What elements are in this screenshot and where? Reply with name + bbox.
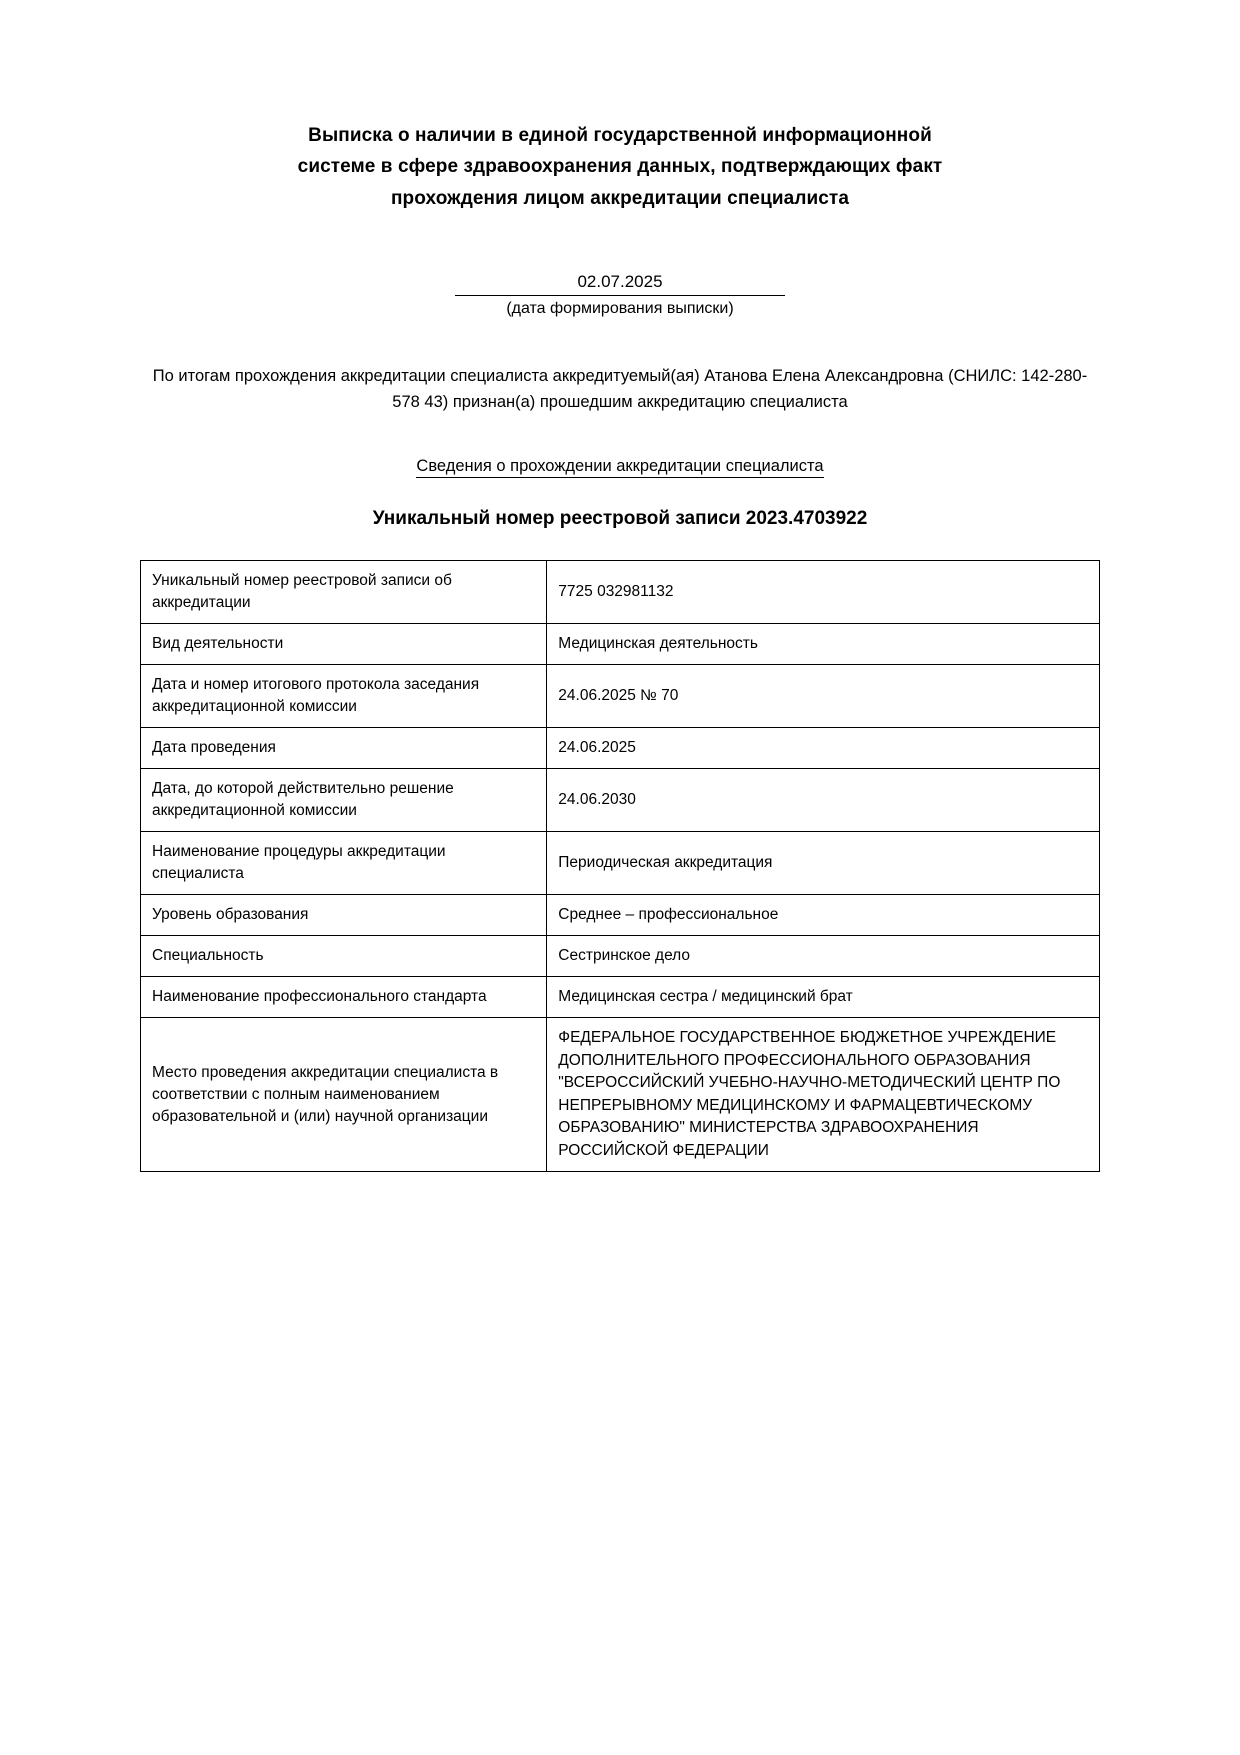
formation-date-caption: (дата формирования выписки) (506, 300, 734, 318)
table-cell-value: 7725 032981132 (547, 561, 1100, 624)
table-row (141, 728, 1100, 769)
page-title-line-1: Выписка о наличии в единой государственной информационной (308, 125, 932, 146)
section-heading-text: Сведения о прохождении аккредитации специалиста (416, 457, 823, 478)
table-row (141, 1018, 1100, 1172)
table-cell-label: Наименование процедуры аккредитации специалиста (141, 832, 547, 895)
table-row (141, 895, 1100, 936)
table-cell-label: Дата и номер итогового протокола заседания аккредитационной комиссии (141, 665, 547, 728)
table-row (141, 977, 1100, 1018)
table-cell-value: Медицинская деятельность (547, 624, 1100, 665)
table-cell-label: Место проведения аккредитации специалиста в соответствии с полным наименованием образовательной и (или) научной организации (141, 1018, 547, 1172)
table-row (141, 936, 1100, 977)
table-cell-label: Дата проведения (141, 728, 547, 769)
table-cell-value: Среднее – профессиональное (547, 895, 1100, 936)
table-row (141, 624, 1100, 665)
table-row (141, 832, 1100, 895)
table-cell-label: Наименование профессионального стандарта (141, 977, 547, 1018)
table-cell-label: Вид деятельности (141, 624, 547, 665)
table-row (141, 665, 1100, 728)
record-number-heading: Уникальный номер реестровой записи 2023.4703922 (372, 508, 868, 530)
table-cell-label: Дата, до которой действительно решение аккредитационной комиссии (141, 769, 547, 832)
formation-date-value: 02.07.2025 (455, 272, 785, 296)
table-cell-value: ФЕДЕРАЛЬНОЕ ГОСУДАРСТВЕННОЕ БЮДЖЕТНОЕ УЧРЕЖДЕНИЕ ДОПОЛНИТЕЛЬНОГО ПРОФЕССИОНАЛЬНОГО ОБРАЗОВАНИЯ "ВСЕРОССИЙСКИЙ УЧЕБНО-НАУЧНО-МЕТОДИЧЕСКИЙ ЦЕНТР ПО НЕПРЕРЫВНОМУ МЕДИЦИНСКОМУ И ФАРМАЦЕВТИЧЕСКОМУ ОБРАЗОВАНИЮ" МИНИСТЕРСТВА ЗДРАВООХРАНЕНИЯ РОССИЙСКОЙ ФЕДЕРАЦИИ (547, 1018, 1100, 1172)
table-cell-value: 24.06.2025 № 70 (547, 665, 1100, 728)
table-cell-value: 24.06.2025 (547, 728, 1100, 769)
table-cell-value: Сестринское дело (547, 936, 1100, 977)
page-title-line-2: системе в сфере здравоохранения данных, подтверждающих факт (297, 156, 943, 178)
table-cell-label: Специальность (141, 936, 547, 977)
accreditation-table (140, 560, 1100, 1172)
formation-date-block (140, 272, 1100, 318)
table-cell-label: Уникальный номер реестровой записи об аккредитации (141, 561, 547, 624)
page-title (250, 120, 990, 214)
table-row (141, 561, 1100, 624)
table-row (141, 769, 1100, 832)
table-cell-value: Периодическая аккредитация (547, 832, 1100, 895)
table-cell-label: Уровень образования (141, 895, 547, 936)
section-heading (140, 457, 1100, 476)
table-cell-value: 24.06.2030 (547, 769, 1100, 832)
intro-paragraph: По итогам прохождения аккредитации специалиста аккредитуемый(ая) Атанова Елена Александровна (СНИЛС: 142-280-578 43) признан(а) прошедшим аккредитацию специалиста (152, 367, 1088, 411)
page-title-line-3: прохождения лицом аккредитации специалиста (390, 187, 850, 209)
table-cell-value: Медицинская сестра / медицинский брат (547, 977, 1100, 1018)
